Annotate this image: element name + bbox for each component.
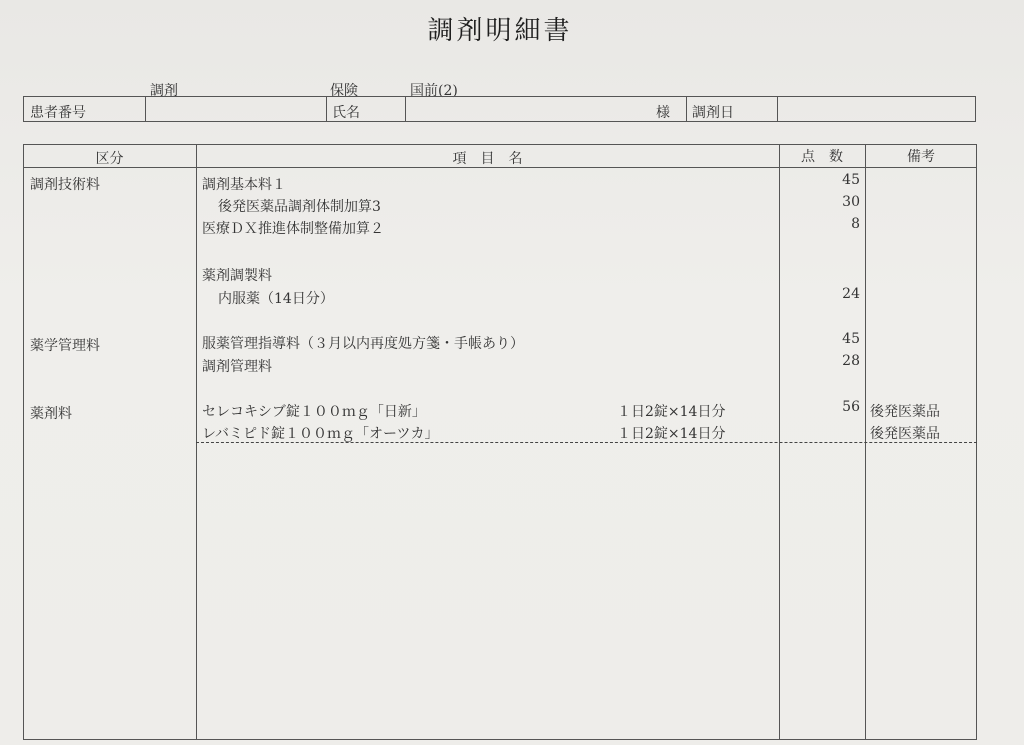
- patient-number-label: 患者番号: [30, 105, 86, 121]
- category-label: 調剤技術料: [30, 177, 100, 193]
- drug-dosage: １日2錠×14日分: [617, 404, 726, 420]
- insurance-value: 国前(2): [410, 83, 458, 99]
- points-value: 45: [842, 331, 860, 347]
- dispensing-label: 調剤: [150, 83, 178, 99]
- item-name: 調剤基本料１: [202, 177, 286, 193]
- divider: [777, 96, 778, 122]
- note-value: 後発医薬品: [870, 404, 940, 420]
- insurance-label: 保険: [330, 83, 358, 99]
- item-name: 薬剤調製料: [202, 268, 272, 284]
- item-name: 医療ＤＸ推進体制整備加算２: [202, 221, 384, 237]
- points-value: 28: [842, 353, 860, 369]
- item-name: 後発医薬品調剤体制加算3: [218, 199, 381, 215]
- points-value: 30: [842, 194, 860, 210]
- points-value: 45: [842, 172, 860, 188]
- drug-name: レバミピド錠１００ｍｇ「オーツカ」: [202, 426, 439, 442]
- points-value: 56: [842, 399, 860, 415]
- divider: [686, 96, 687, 122]
- category-label: 薬剤料: [30, 406, 72, 422]
- document-title: 調剤明細書: [427, 16, 573, 46]
- end-of-items-rule: [196, 442, 977, 443]
- honorific: 様: [656, 105, 670, 121]
- divider: [326, 96, 327, 122]
- column-header-category: 区分: [95, 151, 124, 167]
- name-label: 氏名: [332, 105, 360, 121]
- item-name: 調剤管理料: [202, 359, 272, 375]
- note-value: 後発医薬品: [870, 426, 940, 442]
- divider: [405, 96, 406, 122]
- divider: [145, 96, 146, 122]
- patient-info-box: [23, 96, 976, 122]
- category-label: 薬学管理料: [30, 338, 100, 354]
- drug-dosage: １日2錠×14日分: [617, 426, 726, 442]
- column-header-notes: 備考: [907, 149, 935, 165]
- points-value: 24: [842, 286, 860, 302]
- dispense-date-label: 調剤日: [692, 105, 734, 121]
- column-header-item: 項 目 名: [452, 151, 523, 167]
- item-name: 内服薬（14日分）: [218, 291, 334, 307]
- column-header-points: 点 数: [801, 149, 843, 165]
- drug-name: セレコキシブ錠１００ｍｇ「日新」: [202, 404, 426, 420]
- points-value: 8: [851, 216, 860, 232]
- item-name: 服薬管理指導料（３月以内再度処方箋・手帳あり）: [202, 336, 524, 352]
